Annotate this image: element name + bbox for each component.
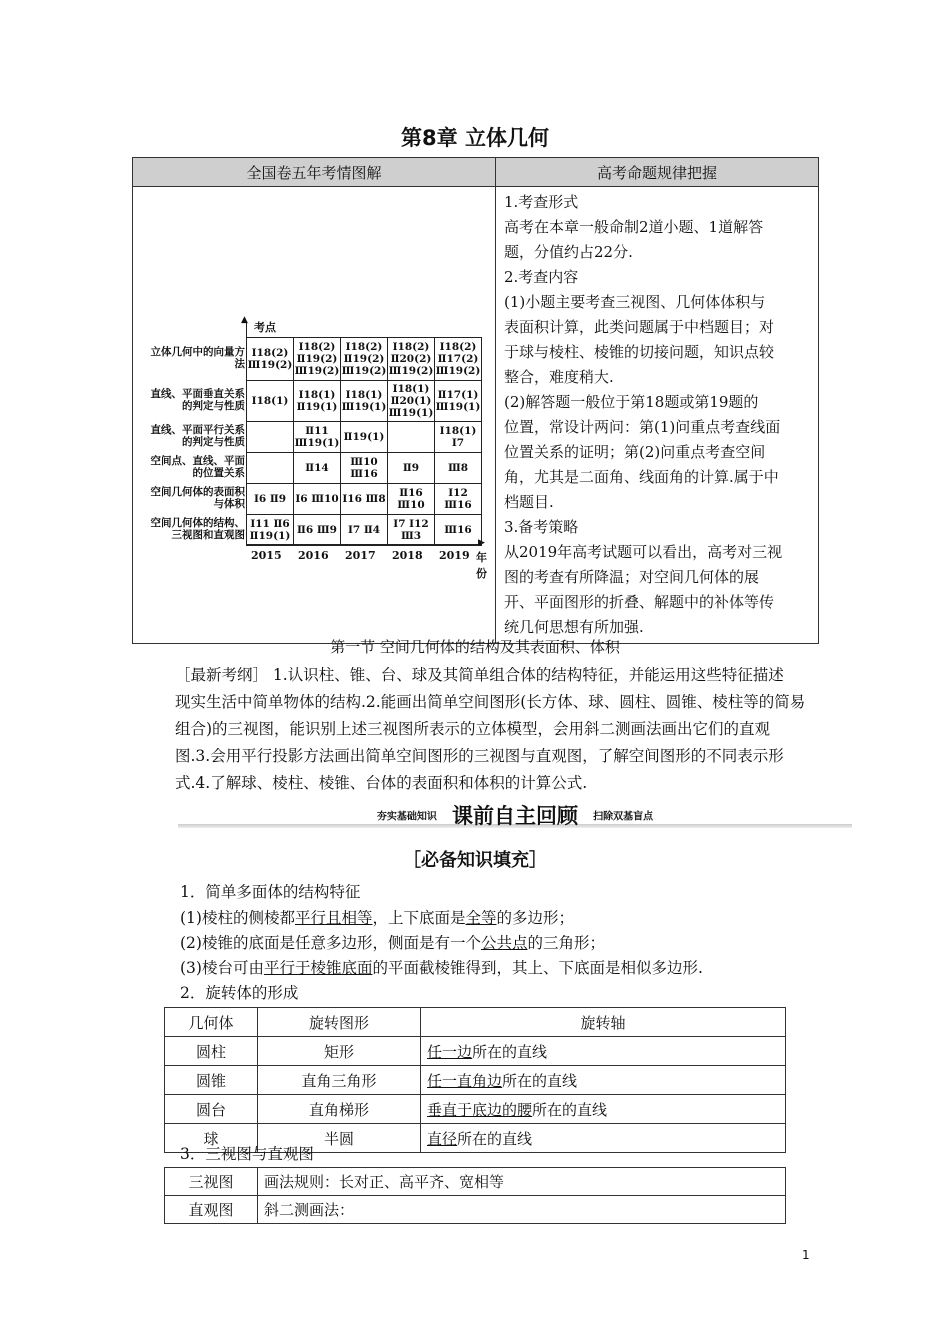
- rot-header-1: 几何体: [165, 1008, 258, 1037]
- chart-cell: [247, 422, 294, 453]
- section-title: 第一节 空间几何体的结构及其表面积、体积: [330, 638, 620, 656]
- chart-cell: Ⅰ12 Ⅲ16: [435, 484, 482, 515]
- chart-row-label: 直线、平面平行关系的判定与性质: [150, 424, 245, 448]
- chart-cell: Ⅰ18(1) Ⅲ19(1): [341, 381, 388, 422]
- chart-row: [247, 484, 482, 515]
- views-table: [164, 1167, 786, 1224]
- table-row: 圆柱 矩形 任一边所在的直线: [165, 1037, 786, 1066]
- overview-table: [132, 157, 819, 644]
- syllabus-line: ［最新考纲］ 1.认识柱、锥、台、球及其简单组合体的结构特征，并能运用这些特征描述: [175, 666, 784, 684]
- overview-right-text: [496, 187, 819, 644]
- syllabus-line: 现实生活中简单物体的结构.2.能画出简单空间图形(长方体、球、圆柱、圆锥、棱柱等的简易: [175, 693, 806, 711]
- overview-text-line: 位置，常设计两问：第(1)问重点考查线面: [504, 418, 781, 436]
- chart-row-label: 空间几何体的表面积与体积: [150, 486, 245, 510]
- s1-line3: (3)棱台可由平行于棱锥底面的平面截棱锥得到，其上、下底面是相似多边形.: [180, 959, 703, 977]
- chart-cell: Ⅰ18(2) Ⅱ20(2) Ⅲ19(2): [388, 338, 435, 381]
- syllabus-line: 组合)的三视图，能识别上述三视图所表示的立体模型，会用斜二测画法画出它们的直观: [175, 720, 771, 738]
- overview-text-line: 开、平面图形的折叠、解题中的补体等传: [504, 593, 775, 611]
- chart-row: [247, 338, 482, 381]
- overview-left-header: 全国卷五年考情图解: [133, 158, 496, 187]
- section-banner: [178, 800, 852, 830]
- chart-y-arrow: ▲: [241, 315, 248, 325]
- syllabus-line: 图.3.会用平行投影方法画出简单空间图形的三视图与直观图，了解空间图形的不同表示形: [175, 747, 784, 765]
- overview-text-line: 图的考查有所降温；对空间几何体的展: [504, 568, 760, 586]
- chart-cell: Ⅰ6 Ⅲ10: [294, 484, 341, 515]
- overview-text-line: 于球与棱柱、棱锥的切接问题，知识点较: [504, 343, 775, 361]
- table-row: 三视图 画法规则：长对正、高平齐、宽相等: [165, 1168, 786, 1196]
- chart-year-label: 2018: [392, 549, 423, 562]
- chart-cell: Ⅰ18(1) Ⅱ20(1) Ⅲ19(1): [388, 381, 435, 422]
- s1-title: 1．简单多面体的结构特征: [180, 883, 361, 901]
- syllabus-paragraph: [175, 662, 815, 797]
- chart-row-label: 空间点、直线、平面的位置关系: [150, 455, 245, 479]
- overview-text-line: 整合，难度稍大.: [504, 368, 614, 386]
- chart-y-label: 考点: [254, 321, 276, 334]
- knowledge-heading: ［必备知识填充］: [403, 850, 547, 871]
- overview-text-line: 题，分值约占22分.: [504, 243, 633, 261]
- chart-cell: Ⅰ6 Ⅱ9: [247, 484, 294, 515]
- overview-text-line: 1.考查形式: [504, 193, 579, 211]
- chart-cell: Ⅱ17(1) Ⅲ19(1): [435, 381, 482, 422]
- s2-title: 2．旋转体的形成: [180, 984, 299, 1002]
- overview-text-line: 档题目.: [504, 493, 554, 511]
- overview-text-line: 表面积计算，此类问题属于中档题目；对: [504, 318, 775, 336]
- chart-cell: Ⅰ11 Ⅱ6 Ⅱ19(1): [247, 515, 294, 546]
- rot-header-2: 旋转图形: [258, 1008, 421, 1037]
- chart-cell: Ⅱ6 Ⅲ9: [294, 515, 341, 546]
- rot-header-3: 旋转轴: [421, 1008, 786, 1037]
- chart-cell: Ⅱ14: [294, 453, 341, 484]
- chart-year-label: 2017: [345, 549, 376, 562]
- overview-text-line: 统几何思想有所加强.: [504, 618, 644, 636]
- chart-cell: Ⅰ18(2) Ⅱ19(2) Ⅲ19(2): [341, 338, 388, 381]
- overview-text-line: 高考在本章一般命制2道小题、1道解答: [504, 218, 764, 236]
- chart-row: [247, 515, 482, 546]
- chart-cell: Ⅲ16: [435, 515, 482, 546]
- table-row: 圆锥 直角三角形 任一直角边所在的直线: [165, 1066, 786, 1095]
- s1-line2: (2)棱锥的底面是任意多边形，侧面是有一个公共点的三角形；: [180, 934, 605, 952]
- chart-cell: [247, 453, 294, 484]
- chart-row: [247, 381, 482, 422]
- syllabus-line: 式.4.了解球、棱柱、棱锥、台体的表面积和体积的计算公式.: [175, 774, 588, 792]
- overview-text-line: 位置关系的证明；第(2)问重点考查空间: [504, 443, 766, 461]
- overview-text-line: (1)小题主要考查三视图、几何体体积与: [504, 293, 766, 311]
- s3-title: 3．三视图与直观图: [180, 1145, 314, 1163]
- chart-cell: Ⅰ7 Ⅱ4: [341, 515, 388, 546]
- chart-x-label: 年份: [476, 551, 487, 580]
- chart-cell: Ⅲ10 Ⅲ16: [341, 453, 388, 484]
- banner-right: 扫除双基盲点: [593, 811, 654, 823]
- chart-row: [247, 422, 482, 453]
- table-row: 直观图 斜二测画法：: [165, 1196, 786, 1224]
- chart-cell: Ⅱ19(1): [341, 422, 388, 453]
- chart-row-label: 空间几何体的结构、三视图和直观图: [150, 517, 245, 541]
- table-row: 圆台 直角梯形 垂直于底边的腰所在的直线: [165, 1095, 786, 1124]
- chart-row-label: 直线、平面垂直关系的判定与性质: [150, 388, 245, 412]
- overview-text-line: 2.考查内容: [504, 268, 579, 286]
- overview-text-line: 从2019年高考试题可以看出，高考对三视: [504, 543, 783, 561]
- banner-center: 课前自主回顾: [452, 804, 578, 828]
- chart-cell: Ⅰ16 Ⅲ8: [341, 484, 388, 515]
- exam-chart: [133, 187, 496, 644]
- table-row: 球 半圆 直径所在的直线: [165, 1124, 786, 1153]
- chart-cell: [388, 422, 435, 453]
- chart-row: [247, 453, 482, 484]
- chart-x-arrow: ▶: [478, 538, 485, 548]
- overview-text-line: 3.备考策略: [504, 518, 579, 536]
- chart-year-label: 2016: [298, 549, 329, 562]
- chart-cell: Ⅰ18(2) Ⅲ19(2): [247, 338, 294, 381]
- chart-cell: Ⅰ7 Ⅰ12 Ⅲ3: [388, 515, 435, 546]
- chart-cell: Ⅰ18(1): [247, 381, 294, 422]
- chart-year-label: 2019: [439, 549, 470, 562]
- s1-line1: (1)棱柱的侧棱都平行且相等，上下底面是全等的多边形；: [180, 909, 575, 927]
- chart-cell: Ⅰ18(2) Ⅱ17(2) Ⅲ19(2): [435, 338, 482, 381]
- banner-left: 夯实基础知识: [376, 811, 437, 823]
- rotation-table: [164, 1007, 786, 1153]
- overview-text-line: (2)解答题一般位于第18题或第19题的: [504, 393, 759, 411]
- chart-year-label: 2015: [251, 549, 282, 562]
- overview-text-line: 角，尤其是二面角、线面角的计算.属于中: [504, 468, 779, 486]
- chart-row-label: 立体几何中的向量方法: [150, 346, 245, 370]
- chart-cell: Ⅱ9: [388, 453, 435, 484]
- chart-cell: Ⅱ11 Ⅲ19(1): [294, 422, 341, 453]
- chart-cell: Ⅲ8: [435, 453, 482, 484]
- chart-cell: Ⅰ18(1) Ⅰ7: [435, 422, 482, 453]
- chart-cell: Ⅰ18(1) Ⅱ19(1): [294, 381, 341, 422]
- chart-grid: [246, 337, 482, 546]
- chart-cell: Ⅰ18(2) Ⅱ19(2) Ⅲ19(2): [294, 338, 341, 381]
- page-number: 1: [802, 1248, 810, 1262]
- chapter-title: 第8章 立体几何: [401, 126, 549, 150]
- overview-right-header: 高考命题规律把握: [496, 158, 819, 187]
- chart-cell: Ⅱ16 Ⅲ10: [388, 484, 435, 515]
